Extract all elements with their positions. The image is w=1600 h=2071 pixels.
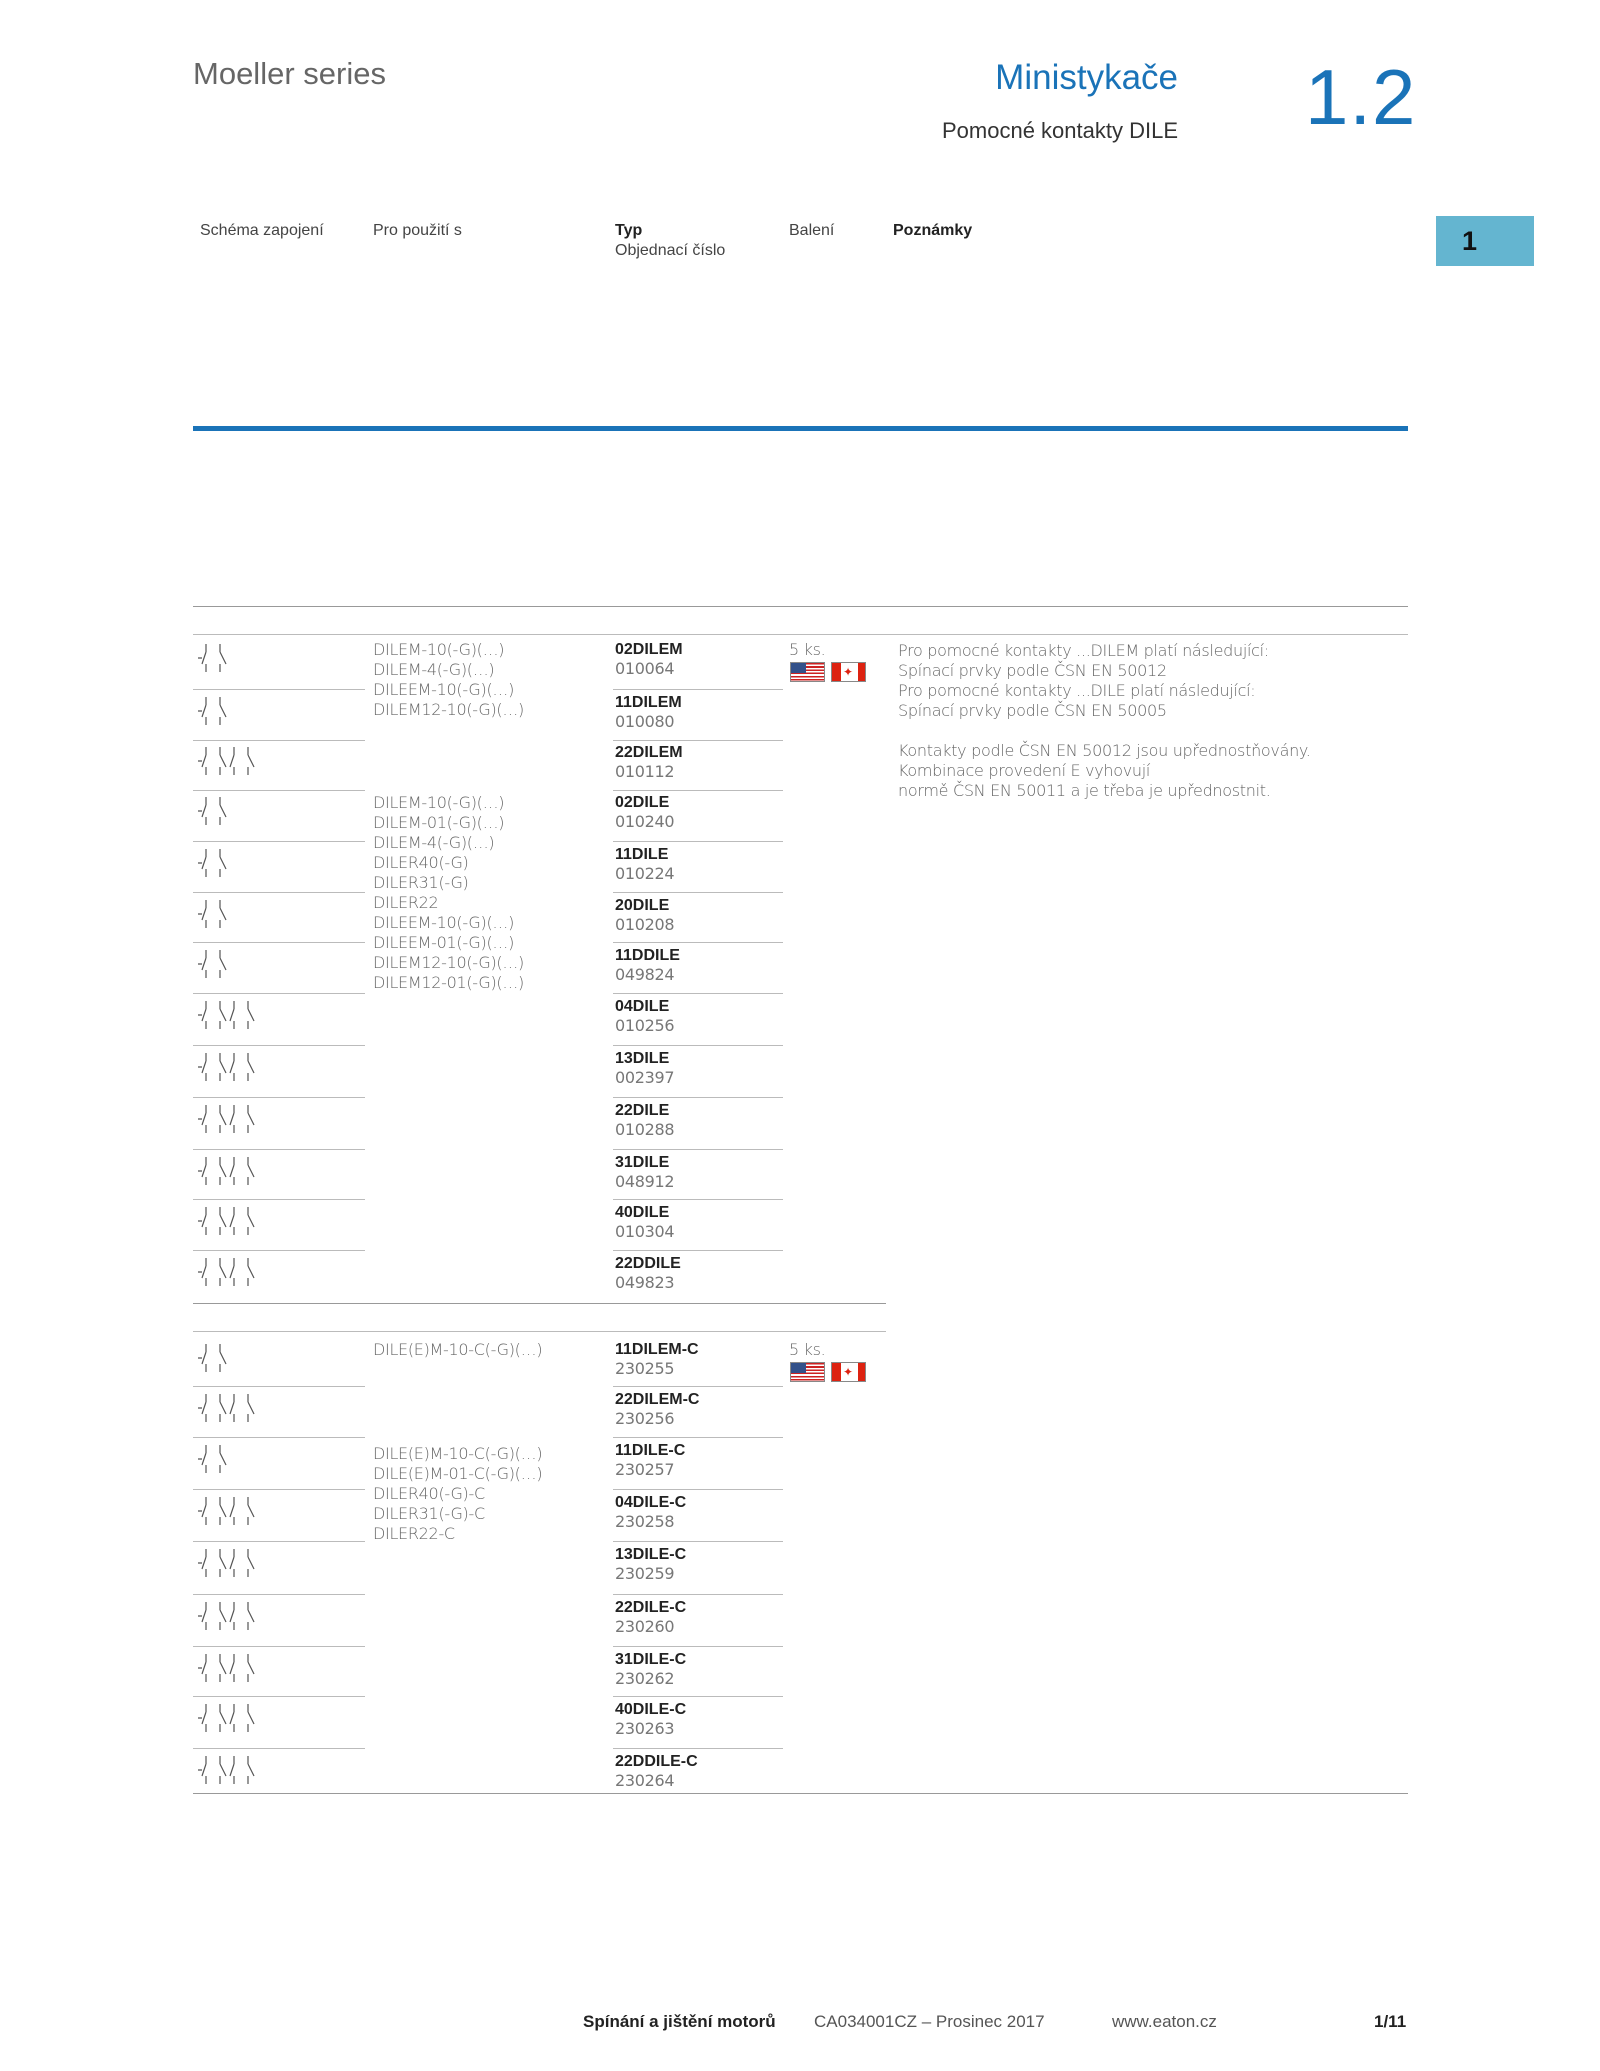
row-divider [193,790,365,791]
row-divider [613,1386,783,1387]
row-divider [613,1250,783,1251]
product-row [615,1598,686,1637]
product-row [615,1101,674,1140]
footer-web[interactable]: www.eaton.cz [1112,2012,1217,2031]
product-type: 11DDILE [615,947,680,964]
row-divider [193,1149,365,1150]
row-divider [613,1149,783,1150]
contact-schematic-icon [196,1439,234,1479]
contact-schematic-icon [196,843,234,883]
col-type-label: Typ [615,222,643,239]
product-type: 04DILE [615,998,670,1015]
order-number: 002397 [615,1068,675,1087]
row-divider [193,942,365,943]
product-type: 22DDILE-C [615,1753,698,1770]
row-divider [193,892,365,893]
chapter-tab[interactable]: 1 [1436,216,1534,266]
row-divider [613,1199,783,1200]
order-number: 230264 [615,1771,675,1790]
row-divider [193,841,365,842]
order-number: 010240 [615,812,675,831]
row-divider [193,993,365,994]
order-number: 010224 [615,864,675,883]
contact-schematic-icon [196,1648,262,1688]
contact-schematic-icon [196,691,234,731]
row-divider [193,1748,365,1749]
canada-flag-icon: ✦ [831,662,866,682]
order-number: 230260 [615,1617,675,1636]
product-row [615,693,682,732]
order-number: 230263 [615,1719,675,1738]
row-divider [613,1437,783,1438]
row-divider [193,740,365,741]
contact-schematic-icon [196,1252,262,1292]
product-row [615,1203,674,1242]
footer-section: Spínání a jištění motorů [583,2012,776,2031]
product-row [615,1390,699,1429]
order-number: 230255 [615,1359,675,1378]
table-top-rule [193,606,1408,607]
contact-schematic-icon [196,1338,234,1378]
contact-schematic-icon [196,638,234,678]
row-divider [613,942,783,943]
header-divider [193,426,1408,431]
row-divider [613,1594,783,1595]
order-number: 049824 [615,965,675,984]
contact-schematic-icon [196,1750,262,1790]
page-subtitle: Pomocné kontakty DILE [941,118,1178,143]
footer-doc: CA034001CZ – Prosinec 2017 [814,2012,1045,2031]
product-type: 11DILEM-C [615,1341,699,1358]
product-type: 13DILE [615,1050,670,1067]
order-number: 048912 [615,1172,675,1191]
product-type: 22DILE [615,1102,670,1119]
product-type: 31DILE-C [615,1651,687,1668]
group1-bottom-rule [193,1303,886,1304]
canada-flag-icon: ✦ [831,1362,866,1382]
product-row [615,793,674,832]
row-divider [613,689,783,690]
order-number: 010304 [615,1222,675,1241]
notes-block: Pro pomocné kontakty ...DILEM platí následující: Spínací prvky podle ČSN EN 50012 Pro pomocné kontakty ...DILE platí následující: Spínací prvky podle ČSN EN 50005 Kontakty podle ČSN EN 50012 jsou upřednostňovány. Kombinace provedení E vyhovují normě ČSN EN 50011 a je třeba je upřednostnit. [898,641,1311,800]
product-row [615,845,674,884]
row-divider [193,1386,365,1387]
contact-schematic-icon [196,1388,262,1428]
row-divider [613,790,783,791]
product-type: 20DILE [615,897,670,914]
contact-schematic-icon [196,1047,262,1087]
group1-use-b: DILEM-10(-G)(…) DILEM-01(-G)(…) DILEM-4(-G)(…) DILER40(-G) DILER31(-G) DILER22 DILEEM-10(-G)(…) DILEEM-01(-G)(…) DILEM12-10(-G)(…) DILEM12-01(-G)(…) [373,793,524,992]
order-number: 010288 [615,1120,675,1139]
product-row [615,743,683,782]
product-type: 02DILE [615,794,670,811]
row-divider [613,1541,783,1542]
row-divider [193,1045,365,1046]
series-label: Moeller series [193,56,386,91]
row-divider [193,1696,365,1697]
row-divider [613,1696,783,1697]
product-row [615,1545,686,1584]
row-divider [613,1097,783,1098]
row-divider [613,1489,783,1490]
row-divider [613,993,783,994]
row-divider [193,1646,365,1647]
row-divider [193,689,365,690]
product-row [615,640,683,679]
product-row [615,1441,685,1480]
product-row [615,946,680,985]
us-flag-icon [790,1362,825,1382]
order-number: 010112 [615,762,675,781]
product-row [615,1493,686,1532]
product-row [615,1752,698,1791]
row-divider [193,1199,365,1200]
product-type: 22DDILE [615,1255,681,1272]
product-row [615,1340,699,1379]
row-divider [613,892,783,893]
page-number: 1/11 [1374,2012,1407,2031]
product-type: 40DILE [615,1204,670,1221]
contact-schematic-icon [196,1543,262,1583]
col-schema: Schéma zapojení [200,222,324,239]
contact-schematic-icon [196,1201,262,1241]
row-divider [193,1437,365,1438]
product-type: 31DILE [615,1154,670,1171]
product-type: 13DILE-C [615,1546,687,1563]
contact-schematic-icon [196,995,262,1035]
page-title: Ministykače [995,58,1178,97]
order-number: 010256 [615,1016,675,1035]
contact-schematic-icon [196,791,234,831]
col-notes: Poznámky [893,222,973,239]
contact-schematic-icon [196,1596,262,1636]
us-flag-icon [790,662,825,682]
product-type: 22DILEM [615,744,683,761]
row-divider [193,1489,365,1490]
contact-schematic-icon [196,944,234,984]
row-divider [613,841,783,842]
row-divider [613,740,783,741]
contact-schematic-icon [196,1151,262,1191]
contact-schematic-icon [196,894,234,934]
product-row [615,1700,686,1739]
group1-top-rule [193,634,1408,635]
section-number: 1.2 [1305,53,1417,141]
product-row [615,1650,686,1689]
product-row [615,997,674,1036]
row-divider [613,1045,783,1046]
col-packaging: Balení [789,222,835,239]
group1-use-a: DILEM-10(-G)(…) DILEM-4(-G)(…) DILEEM-10(-G)(…) DILEM12-10(-G)(…) [373,640,524,719]
order-number: 049823 [615,1273,675,1292]
order-number: 010208 [615,915,675,934]
order-number: 010064 [615,659,675,678]
order-number: 230262 [615,1669,675,1688]
order-number: 010080 [615,712,675,731]
order-number: 230257 [615,1460,675,1479]
product-row [615,1049,674,1088]
group2-packaging: 5 ks. [789,1340,826,1359]
group1-packaging: 5 ks. [789,640,826,659]
product-type: 02DILEM [615,641,683,658]
order-number: 230256 [615,1409,675,1428]
col-type [615,221,725,261]
row-divider [193,1097,365,1098]
product-type: 11DILEM [615,694,682,711]
row-divider [613,1748,783,1749]
product-row [615,1254,681,1293]
product-type: 40DILE-C [615,1701,687,1718]
contact-schematic-icon [196,741,262,781]
contact-schematic-icon [196,1099,262,1139]
product-row [615,1153,674,1192]
order-number: 230259 [615,1564,675,1583]
group2-top-rule [193,1331,886,1332]
contact-schematic-icon [196,1491,262,1531]
table-bottom-rule [193,1793,1408,1794]
row-divider [193,1250,365,1251]
row-divider [613,1646,783,1647]
group2-use-b: DILE(E)M-10-C(-G)(…) DILE(E)M-01-C(-G)(…) DILER40(-G)-C DILER31(-G)-C DILER22-C [373,1444,543,1543]
product-type: 22DILE-C [615,1599,687,1616]
product-type: 04DILE-C [615,1494,687,1511]
row-divider [193,1541,365,1542]
col-order-label: Objednací číslo [615,242,726,259]
contact-schematic-icon [196,1698,262,1738]
product-type: 11DILE [615,846,669,863]
product-row [615,896,674,935]
col-use-with: Pro použití s [373,222,462,239]
group2-use-a: DILE(E)M-10-C(-G)(…) [373,1340,543,1359]
product-type: 11DILE-C [615,1442,686,1459]
product-type: 22DILEM-C [615,1391,700,1408]
row-divider [193,1594,365,1595]
order-number: 230258 [615,1512,675,1531]
